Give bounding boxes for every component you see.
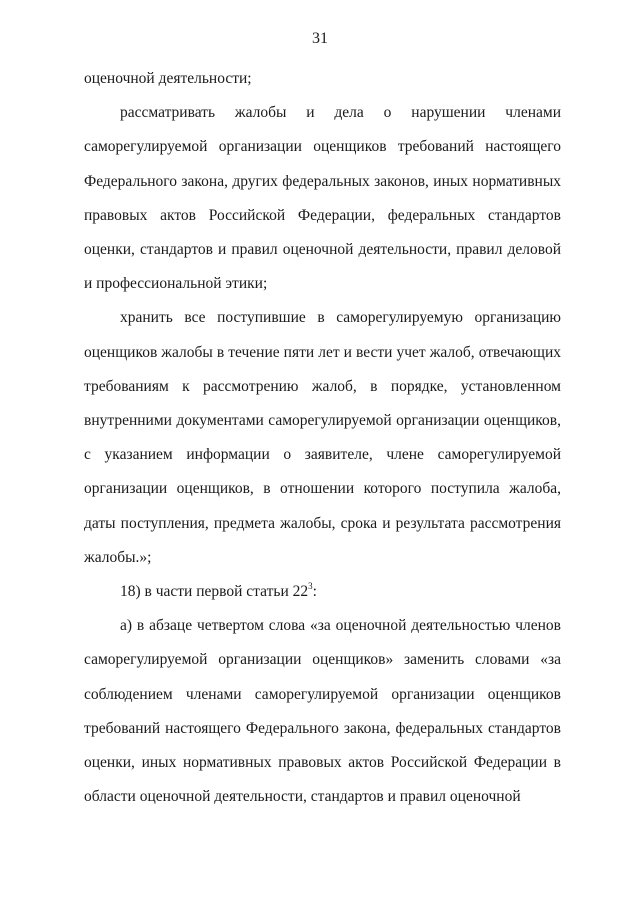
paragraph-review-complaints: рассматривать жалобы и дела о нарушении членами саморегулируемой организации оценщиков требований настоящего Федерального закона, других федеральных законов, иных нормативных правовых актов Российской Федерации, федеральных стандартов оценки, стандартов и правил оценочной деятельности, правил деловой и профессиональной этики; xyxy=(84,104,561,293)
paragraph-store-complaints: хранить все поступившие в саморегулируемую организацию оценщиков жалобы в течение пяти лет и вести учет жалоб, отвечающих требованиям к рассмотрению жалоб, в порядке, установленном внутренними документами саморегулируемой организации оценщиков, с указанием информации о заявителе, члене саморегулируемой организации оценщиков, в отношении которого поступила жалоба, даты поступления, предмета жалобы, срока и результата рассмотрения жалобы.»; xyxy=(84,309,561,566)
item-18-colon: : xyxy=(312,583,317,601)
document-body xyxy=(84,62,561,814)
page-number: 31 xyxy=(312,30,328,47)
paragraph-subitem-a: а) в абзаце четвертом слова «за оценочной деятельностью членов саморегулируемой организации оценщиков» заменить словами «за соблюдением членами саморегулируемой организации оценщиков требований настоящего Федерального закона, федеральных стандартов оценки, иных нормативных правовых актов Российской Федерации в области оценочной деятельности, стандартов и правил оценочной xyxy=(84,617,561,806)
article-superscript: 3 xyxy=(308,580,313,591)
paragraph-item-18 xyxy=(84,575,561,609)
item-18-text: 18) в части первой статьи 22 xyxy=(120,583,309,601)
paragraph-continuation: оценочной деятельности; xyxy=(84,70,252,87)
